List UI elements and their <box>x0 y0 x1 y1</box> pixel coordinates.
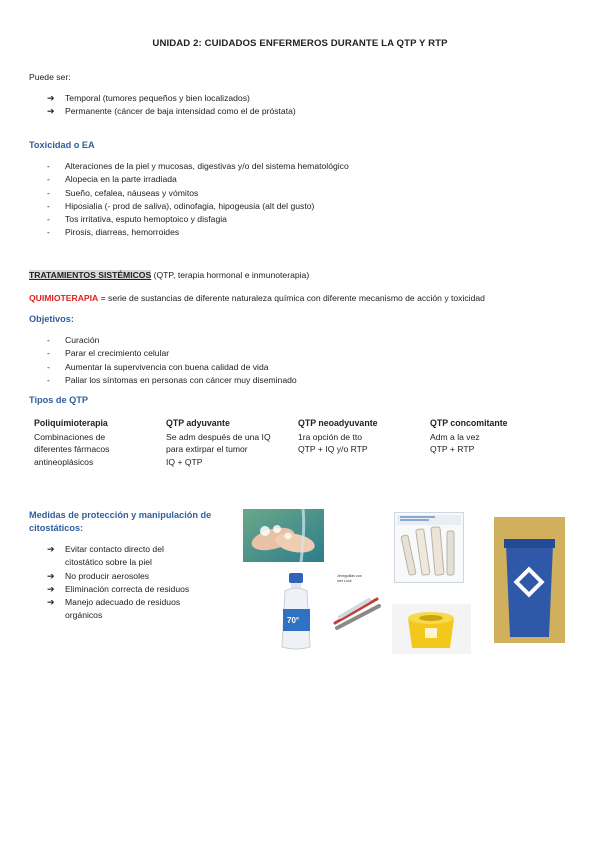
arrow-icon: ➔ <box>47 597 55 608</box>
list-item: ➔ Permanente (cáncer de baja intensidad como el de próstata) <box>47 105 547 118</box>
tratamientos-line <box>29 269 309 282</box>
list-item: ➔ No producir aerosoles <box>47 570 227 583</box>
alcohol-bottle-image <box>269 571 323 653</box>
intro-list <box>47 92 547 119</box>
toxicidad-heading: Toxicidad o EA <box>29 140 95 150</box>
list-item: - Tos irritativa, esputo hemoptoico y disfagia <box>47 214 227 225</box>
sharps-container-image <box>392 604 471 654</box>
arrow-icon: ➔ <box>47 106 55 117</box>
tipo-title: QTP adyuvante <box>166 418 230 428</box>
quimio-label: QUIMIOTERAPIA <box>29 293 99 303</box>
list-item: - Alopecia en la parte irradiada <box>47 174 177 185</box>
tipo-title: Poliquimioterapia <box>34 418 108 428</box>
tipo-title: QTP concomitante <box>430 418 508 428</box>
intro-label: Puede ser: <box>29 72 71 82</box>
tipo-column-adyuvante: QTP adyuvante Se adm después de una IQ para extirpar el tumor IQ + QTP <box>166 417 291 468</box>
objetivos-heading: Objetivos: <box>29 314 74 324</box>
hand-washing-image <box>243 509 324 562</box>
page-title: UNIDAD 2: CUIDADOS ENFERMEROS DURANTE LA QTP Y RTP <box>152 38 448 49</box>
list-item: ➔ Manejo adecuado de residuos orgánicos <box>47 597 181 621</box>
arrow-icon: ➔ <box>47 93 55 103</box>
medidas-list <box>47 543 227 623</box>
luer-lock-syringes-image <box>331 573 383 630</box>
tipo-title: QTP neoadyuvante <box>298 418 378 428</box>
quimio-line <box>29 292 589 305</box>
tipo-column-concomitante: QTP concomitante Adm a la vez QTP + RTP <box>430 417 555 456</box>
list-item: ➔ Temporal (tumores pequeños y bien localizados) <box>47 92 547 105</box>
list-item: - Hiposialia (- prod de saliva), odinofagia, hipogeusia (alt del gusto) <box>47 200 315 211</box>
bottle-label: 70° <box>287 616 300 625</box>
tratamientos-rest: (QTP, terapia hormonal e inmunoterapia) <box>151 270 310 280</box>
syringes-box-image <box>394 512 464 583</box>
objetivos-list <box>47 334 547 387</box>
tratamientos-label: TRATAMIENTOS SISTÉMICOS <box>29 270 152 280</box>
toxicidad-list <box>47 160 567 240</box>
list-item: - Sueño, cefalea, náuseas y vómitos <box>47 187 199 198</box>
list-item: - Alteraciones de la piel y mucosas, digestivas y/o del sistema hematológico <box>47 161 349 171</box>
arrow-icon: ➔ <box>47 570 55 581</box>
syringe-caption: Jeringuillas con luer Lock <box>337 574 362 583</box>
list-item: - Aumentar la supervivencia con buena calidad de vida <box>47 361 269 372</box>
cytotoxic-waste-bin-image <box>494 517 565 643</box>
tipo-column-neoadyuvante: QTP neoadyuvante 1ra opción de tto QTP + IQ y/o RTP <box>298 417 423 456</box>
list-item: - Curación <box>47 335 100 345</box>
list-item: - Paliar los síntomas en personas con cáncer muy diseminado <box>47 374 297 385</box>
list-item: ➔ Evitar contacto directo del citostático sobre la piel <box>47 544 164 568</box>
arrow-icon: ➔ <box>47 583 55 594</box>
list-item: ➔ Eliminación correcta de residuos <box>47 583 227 596</box>
list-item: - Parar el crecimiento celular <box>47 348 170 359</box>
tipos-heading: Tipos de QTP <box>29 395 89 405</box>
medidas-heading: Medidas de protección y manipulación de citostáticos: <box>29 510 212 533</box>
quimio-definition: = serie de sustancias de diferente naturaleza química con diferente mecanismo de acción y toxicidad <box>98 293 485 303</box>
arrow-icon: ➔ <box>47 544 55 554</box>
list-item: - Pirosis, diarreas, hemorroides <box>47 227 180 238</box>
tipo-column-poliquimioterapia: Poliquimioterapia Combinaciones de diferentes fármacos antineoplásicos <box>34 417 159 468</box>
